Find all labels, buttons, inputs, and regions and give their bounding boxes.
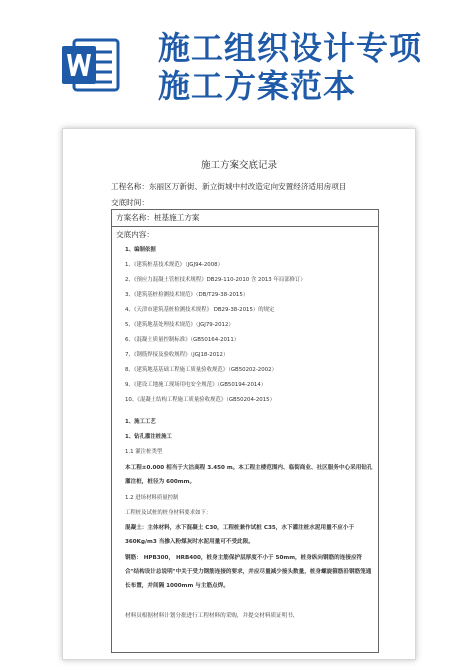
ref-item: 4、《天津市建筑基桩检测技术规程》 DB29-38-2015）的规定 xyxy=(125,307,275,313)
para-procurement: 材料员根据材料计划分批进行工程材料的采购，并提交材料质证明书， xyxy=(125,613,299,619)
section-basis: 1、编制依据 xyxy=(125,247,156,253)
para-concrete: 混凝土：主体材料，水下混凝土 C30，工程桩兼作试桩 C35，水下灌注桩水泥用量不应小于 360Kg/m3 当掺入粉煤灰时水泥用量可不受此限。 xyxy=(125,525,355,545)
ref-item: 10、《混凝土结构工程施工质量验收规范》（GB50204-2015） xyxy=(125,397,275,403)
content-label: 交底内容： xyxy=(116,230,154,239)
ref-item: 6、《混凝土质量控制标准》（GB50164-2011） xyxy=(125,337,240,343)
disclosure-time: 交底时间： xyxy=(111,198,149,207)
sub-bored-pile: 1、钻孔灌注桩施工 xyxy=(125,434,172,440)
para-elevation: 本工程±0.000 相当于大沽高程 3.450 m。本工程主楼范围内、临街商业、社区服务中心采用钻孔灌注桩，桩径为 600mm。 xyxy=(125,465,373,485)
ref-item: 7、《钢筋焊接及验收规程》（JGJ18-2012） xyxy=(125,352,229,358)
scheme-name-row: 方案名称：桩基施工方案 xyxy=(112,210,378,227)
ref-item: 2、《预应力混凝土管桩技术规程》DB29-110-2010 含 2013 年局部修订） xyxy=(125,277,306,283)
para-rebar: 钢筋： HPB300， HRB400，桩身主筋保护层厚度不小于 50mm，桩身纵向钢筋的连接应符合"结构设计总说明"中关于受力钢筋连接的要求，并应尽量减少接头数量，桩身螺旋箍筋沿钢筋笼通长布置，并间隔 1000mm 与主筋点焊。 xyxy=(125,555,372,589)
word-document-icon xyxy=(60,34,122,96)
section-process: 1、施工工艺 xyxy=(125,419,156,425)
ref-item: 8、《建筑地基基础工程施工质量验收规范》（GB50202-2002） xyxy=(125,367,277,373)
banner-title-line2: 施工方案范本 xyxy=(158,67,357,105)
ref-item: 5、《建筑地基处理技术规范》（JGJ79-2012） xyxy=(125,322,234,328)
banner xyxy=(0,0,474,112)
document-page xyxy=(62,128,416,660)
ref-item: 1、《建筑桩基技术规范》（JGJ94-2008） xyxy=(125,262,223,268)
material-intro: 工程桩及试桩的桩身材料要求如下： xyxy=(125,510,212,516)
ref-item: 3、《建筑基桩检测技术规范》（DB/T29-38-2015） xyxy=(125,292,249,298)
document-title: 施工方案交底记录 xyxy=(200,160,277,171)
ref-item: 9、《建设工地施工现场用电安全规范》（GB50194-2014） xyxy=(125,382,267,388)
sub-pile-type: 1.1 灌注桩类型 xyxy=(125,449,163,455)
banner-title-line1: 施工组织设计专项 xyxy=(158,29,423,67)
sub-material-control: 1.2 进场材料质量控制 xyxy=(125,495,179,501)
project-name: 工程名称：东丽区万新街、新立街城中村改造定向安置经济适用房项目 xyxy=(111,182,347,191)
